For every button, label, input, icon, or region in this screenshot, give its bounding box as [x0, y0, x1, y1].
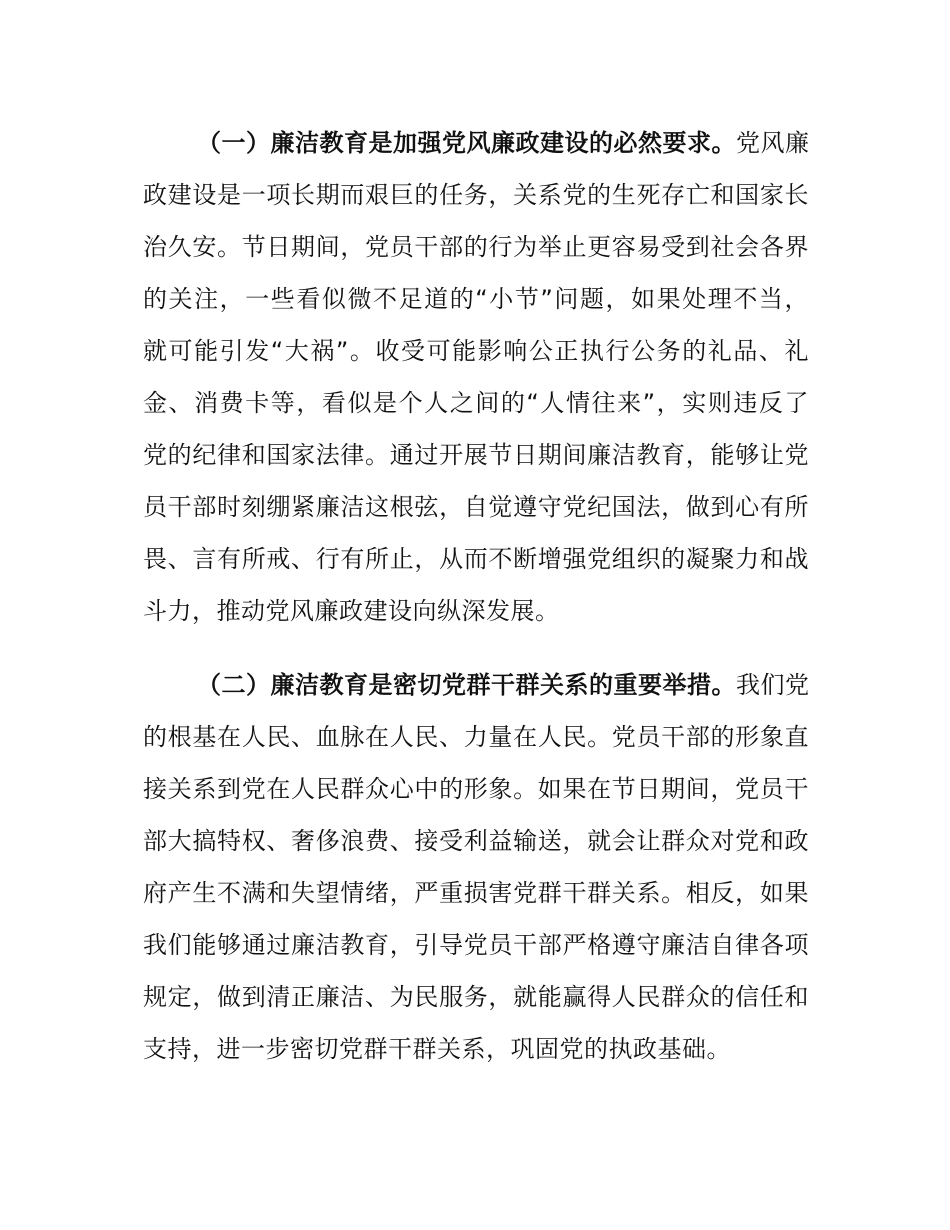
paragraph-line: 支持，进一步密切党群干群关系，巩固党的执政基础。 — [143, 1035, 731, 1063]
paragraph-line: 的根基在人民、血脉在人民、力量在人民。党员干部的形象直 — [143, 723, 809, 751]
paragraph-line: 治久安。节日期间，党员干部的行为举止更容易受到社会各界 — [143, 233, 809, 261]
paragraph-line: 接关系到党在人民群众心中的形象。如果在节日期间，党员干 — [143, 775, 809, 803]
paragraph-line — [143, 659, 809, 711]
paragraph-line: 府产生不满和失望情绪，严重损害党群干群关系。相反，如果 — [143, 879, 809, 907]
paragraph-line: 斗力，推动党风廉政建设向纵深发展。 — [143, 597, 560, 625]
paragraph-line — [143, 117, 809, 169]
paragraph-2 — [143, 659, 809, 1075]
paragraph-line: 金、消费卡等，看似是个人之间的“人情往来”，实则违反了 — [143, 389, 809, 417]
paragraph-heading: （一）廉洁教育是加强党风廉政建设的必然要求。 — [197, 129, 736, 157]
paragraph-line: 就可能引发“大祸”。收受可能影响公正执行公务的礼品、礼 — [143, 337, 809, 365]
paragraph-line: 的关注，一些看似微不足道的“小节”问题，如果处理不当， — [143, 285, 809, 313]
paragraph-line: 部大搞特权、奢侈浪费、接受利益输送，就会让群众对党和政 — [143, 827, 809, 855]
paragraph-line: 我们能够通过廉洁教育，引导党员干部严格遵守廉洁自律各项 — [143, 931, 809, 959]
paragraph-text: 党风廉 — [736, 129, 810, 157]
paragraph-line: 规定，做到清正廉洁、为民服务，就能赢得人民群众的信任和 — [143, 983, 809, 1011]
paragraph-line: 畏、言有所戒、行有所止，从而不断增强党组织的凝聚力和战 — [143, 545, 809, 573]
paragraph-1 — [143, 117, 809, 637]
paragraph-heading: （二）廉洁教育是密切党群干群关系的重要举措。 — [197, 671, 736, 699]
paragraph-line: 党的纪律和国家法律。通过开展节日期间廉洁教育，能够让党 — [143, 441, 809, 469]
paragraph-line: 员干部时刻绷紧廉洁这根弦，自觉遵守党纪国法，做到心有所 — [143, 493, 809, 521]
paragraph-line: 政建设是一项长期而艰巨的任务，关系党的生死存亡和国家长 — [143, 181, 809, 209]
paragraph-text: 我们党 — [736, 671, 810, 699]
